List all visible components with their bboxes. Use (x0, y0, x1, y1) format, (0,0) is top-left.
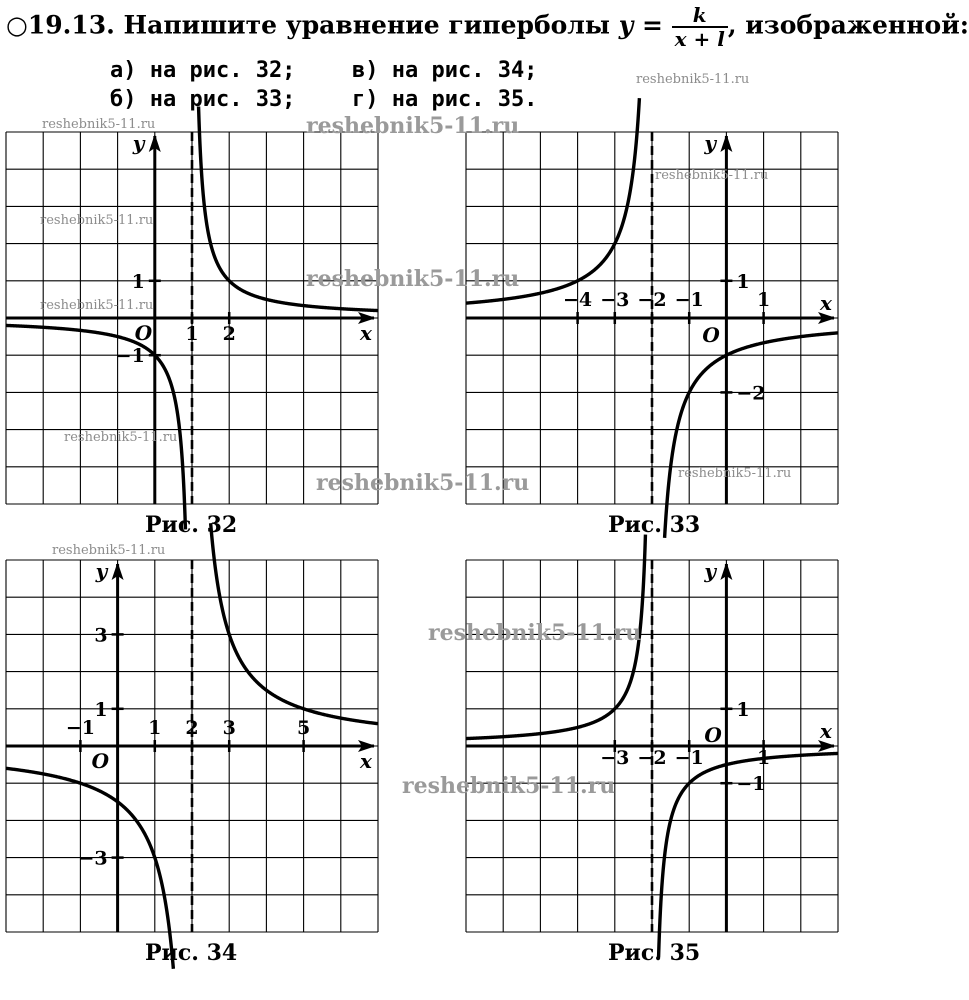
x-tick-label: 2 (185, 717, 199, 739)
watermark: reshebnik5-11.ru (52, 543, 166, 558)
x-tick-label: 1 (756, 747, 771, 769)
watermark: reshebnik5-11.ru (40, 298, 154, 313)
watermark: reshebnik5-11.ru (402, 773, 616, 799)
x-tick-label: 3 (222, 717, 236, 739)
y-tick-label: −1 (115, 345, 145, 368)
y-axis-name: y (95, 559, 108, 583)
x-axis-name: x (820, 719, 832, 743)
origin-label: O (704, 723, 722, 747)
watermark: reshebnik5-11.ru (306, 113, 520, 139)
x-tick-label: 1 (185, 323, 199, 345)
item-g: г) на рис. 35. (352, 87, 538, 112)
x-tick-label: −1 (65, 717, 95, 739)
equation-lhs: y = (618, 10, 663, 40)
watermark: reshebnik5-11.ru (655, 168, 769, 183)
y-axis-name: y (704, 559, 717, 583)
equation-fraction (672, 4, 728, 50)
origin-label: O (91, 749, 110, 773)
x-tick-label: 5 (296, 717, 311, 739)
y-tick-label: 1 (736, 698, 750, 721)
problem-statement (6, 4, 969, 50)
figure-34-graph (6, 560, 378, 932)
caption-fig-33: Рис. 33 (608, 512, 701, 538)
watermark: reshebnik5-11.ru (306, 266, 520, 292)
y-axis-name: y (704, 131, 717, 155)
numerator: k (672, 4, 728, 28)
watermark: reshebnik5-11.ru (316, 470, 530, 496)
caption-fig-35: Рис. 35 (608, 940, 701, 966)
x-tick-label: −3 (600, 289, 630, 311)
denominator: x + l (674, 27, 725, 51)
y-tick-label: 1 (736, 270, 750, 293)
x-axis-name: x (820, 291, 832, 315)
caption-fig-32: Рис. 32 (145, 512, 238, 538)
y-tick-label: −2 (736, 382, 766, 405)
hyperbola-right-branch (211, 523, 378, 723)
watermark: reshebnik5-11.ru (636, 72, 750, 87)
item-v: в) на рис. 34; (352, 58, 538, 83)
watermark: reshebnik5-11.ru (428, 620, 642, 646)
figure-35-graph (466, 560, 838, 932)
y-tick-label: −1 (736, 773, 766, 796)
x-axis-name: x (360, 749, 372, 773)
x-tick-label: −1 (674, 747, 704, 769)
x-tick-label: 2 (222, 323, 236, 345)
figure-32-graph (6, 132, 378, 504)
item-a: а) на рис. 32; (110, 58, 296, 83)
watermark: reshebnik5-11.ru (64, 430, 178, 445)
x-tick-label: 1 (148, 717, 162, 739)
y-axis-name: y (132, 131, 145, 155)
problem-text: Напишите уравнение гиперболы (123, 10, 610, 40)
y-tick-label: 1 (131, 270, 145, 293)
x-tick-label: −4 (563, 289, 593, 311)
y-tick-label: −3 (78, 847, 108, 870)
watermark: reshebnik5-11.ru (678, 466, 792, 481)
origin-label: O (702, 323, 720, 347)
x-tick-label: −3 (600, 747, 630, 769)
figure-33-graph (466, 132, 838, 504)
item-b: б) на рис. 33; (110, 87, 296, 112)
watermark: reshebnik5-11.ru (42, 117, 156, 132)
x-tick-label: −2 (637, 747, 667, 769)
y-tick-label: 1 (94, 698, 108, 721)
problem-number: ○19.13. (6, 10, 115, 40)
x-axis-name: x (360, 321, 372, 345)
problem-text-end: , изображенной: (727, 10, 969, 40)
hyperbola-right-branch (665, 333, 838, 538)
caption-fig-34: Рис. 34 (145, 940, 238, 966)
watermark: reshebnik5-11.ru (40, 213, 154, 228)
x-tick-label: −2 (637, 289, 667, 311)
x-tick-label: 1 (756, 289, 771, 311)
origin-label: O (134, 321, 153, 345)
y-tick-label: 3 (94, 624, 108, 647)
x-tick-label: −1 (674, 289, 704, 311)
